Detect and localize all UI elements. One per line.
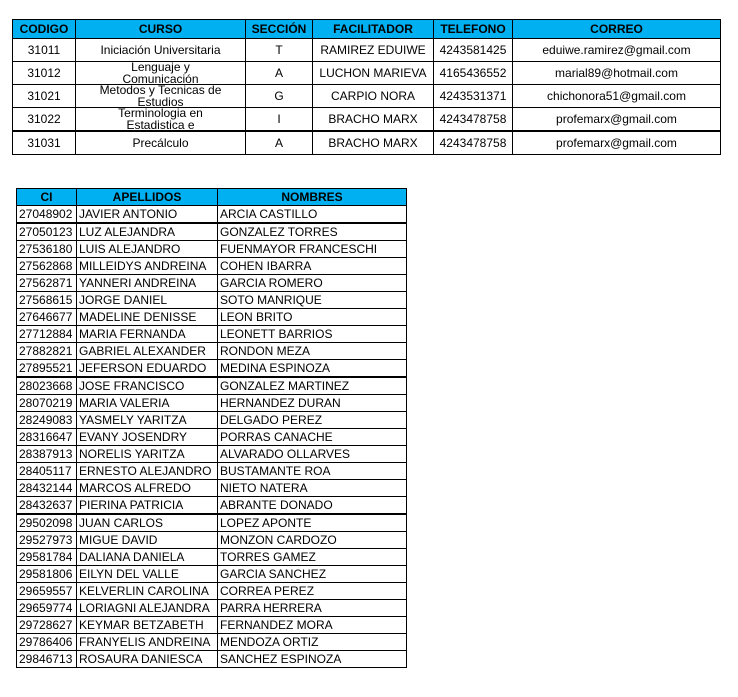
student-apellidos: ROSAURA DANIESCA	[77, 651, 218, 668]
student-row	[17, 651, 407, 668]
student-apellidos: KELVERLIN CAROLINA	[77, 583, 218, 600]
student-ci: 27562871	[17, 275, 77, 292]
course-facilitador: RAMIREZ EDUIWE	[313, 39, 434, 62]
student-row	[17, 309, 407, 326]
student-ci: 28023668	[17, 377, 77, 395]
student-ci: 28316647	[17, 429, 77, 446]
student-apellidos: PIERINA PATRICIA	[77, 497, 218, 515]
student-ci: 29846713	[17, 651, 77, 668]
student-nombres: FUENMAYOR FRANCESCHI	[218, 241, 407, 258]
student-nombres: COHEN IBARRA	[218, 258, 407, 275]
student-ci: 27882821	[17, 343, 77, 360]
course-telefono: 4243478758	[434, 131, 513, 155]
student-nombres: FERNANDEZ MORA	[218, 617, 407, 634]
student-row	[17, 275, 407, 292]
student-row	[17, 446, 407, 463]
student-apellidos: LORIAGNI ALEJANDRA	[77, 600, 218, 617]
course-row	[13, 39, 721, 62]
student-row	[17, 480, 407, 497]
course-curso: Metodos y Tecnicas de Estudios	[76, 85, 246, 108]
student-apellidos: JEFERSON EDUARDO	[77, 360, 218, 378]
course-telefono: 4243478758	[434, 108, 513, 132]
student-nombres: MENDOZA ORTIZ	[218, 634, 407, 651]
student-ci: 27048902	[17, 206, 77, 224]
header-ci: CI	[17, 189, 77, 206]
course-correo: chichonora51@gmail.com	[513, 85, 721, 108]
student-nombres: LEON BRITO	[218, 309, 407, 326]
student-ci: 29527973	[17, 532, 77, 549]
student-row	[17, 532, 407, 549]
student-apellidos: MILLEIDYS ANDREINA	[77, 258, 218, 275]
header-seccion: SECCIÓN	[246, 20, 313, 39]
student-nombres: GARCIA SANCHEZ	[218, 566, 407, 583]
course-correo: profemarx@gmail.com	[513, 131, 721, 155]
course-seccion: A	[246, 62, 313, 85]
course-codigo: 31011	[13, 39, 76, 62]
student-ci: 28432144	[17, 480, 77, 497]
student-ci: 29659774	[17, 600, 77, 617]
courses-table	[12, 19, 721, 155]
student-row	[17, 514, 407, 532]
student-apellidos: EVANY JOSENDRY	[77, 429, 218, 446]
course-codigo: 31031	[13, 131, 76, 155]
student-row	[17, 223, 407, 241]
student-ci: 27712884	[17, 326, 77, 343]
student-apellidos: YANNERI ANDREINA	[77, 275, 218, 292]
student-apellidos: YASMELY YARITZA	[77, 412, 218, 429]
student-ci: 27646677	[17, 309, 77, 326]
course-seccion: A	[246, 131, 313, 155]
header-codigo: CODIGO	[13, 20, 76, 39]
student-apellidos: KEYMAR BETZABETH	[77, 617, 218, 634]
student-ci: 29581784	[17, 549, 77, 566]
student-row	[17, 360, 407, 378]
student-row	[17, 292, 407, 309]
course-row	[13, 108, 721, 132]
course-telefono: 4165436552	[434, 62, 513, 85]
student-ci: 27050123	[17, 223, 77, 241]
student-nombres: LOPEZ APONTE	[218, 514, 407, 532]
student-nombres: ABRANTE DONADO	[218, 497, 407, 515]
student-ci: 29728627	[17, 617, 77, 634]
student-row	[17, 241, 407, 258]
student-row	[17, 617, 407, 634]
student-ci: 28387913	[17, 446, 77, 463]
student-apellidos: JORGE DANIEL	[77, 292, 218, 309]
student-row	[17, 326, 407, 343]
student-nombres: CORREA PEREZ	[218, 583, 407, 600]
student-row	[17, 549, 407, 566]
student-ci: 27536180	[17, 241, 77, 258]
course-curso: Terminologia en Estadistica e	[76, 108, 246, 132]
students-body	[17, 206, 407, 668]
student-row	[17, 463, 407, 480]
student-apellidos: LUIS ALEJANDRO	[77, 241, 218, 258]
header-facilitador: FACILITADOR	[313, 20, 434, 39]
student-nombres: HERNANDEZ DURAN	[218, 395, 407, 412]
student-nombres: NIETO NATERA	[218, 480, 407, 497]
student-apellidos: MADELINE DENISSE	[77, 309, 218, 326]
student-ci: 28070219	[17, 395, 77, 412]
student-nombres: GONZALEZ MARTINEZ	[218, 377, 407, 395]
student-apellidos: DALIANA DANIELA	[77, 549, 218, 566]
course-telefono: 4243581425	[434, 39, 513, 62]
student-nombres: DELGADO PEREZ	[218, 412, 407, 429]
student-row	[17, 600, 407, 617]
student-apellidos: EILYN DEL VALLE	[77, 566, 218, 583]
student-apellidos: GABRIEL ALEXANDER	[77, 343, 218, 360]
student-nombres: GONZALEZ TORRES	[218, 223, 407, 241]
student-nombres: SANCHEZ ESPINOZA	[218, 651, 407, 668]
course-row	[13, 85, 721, 108]
student-row	[17, 343, 407, 360]
course-curso: Iniciación Universitaria	[76, 39, 246, 62]
course-curso: Precálculo	[76, 131, 246, 155]
student-nombres: MEDINA ESPINOZA	[218, 360, 407, 378]
student-row	[17, 497, 407, 515]
course-seccion: G	[246, 85, 313, 108]
course-curso: Lenguaje y Comunicación	[76, 62, 246, 85]
student-ci: 29659557	[17, 583, 77, 600]
student-apellidos: JOSE FRANCISCO	[77, 377, 218, 395]
student-nombres: ARCIA CASTILLO	[218, 206, 407, 224]
header-correo: CORREO	[513, 20, 721, 39]
student-apellidos: MIGUE DAVID	[77, 532, 218, 549]
header-telefono: TELEFONO	[434, 20, 513, 39]
course-row	[13, 62, 721, 85]
student-ci: 28249083	[17, 412, 77, 429]
student-nombres: BUSTAMANTE ROA	[218, 463, 407, 480]
student-nombres: MONZON CARDOZO	[218, 532, 407, 549]
student-nombres: TORRES GAMEZ	[218, 549, 407, 566]
student-row	[17, 634, 407, 651]
course-correo: profemarx@gmail.com	[513, 108, 721, 132]
course-correo: eduiwe.ramirez@gmail.com	[513, 39, 721, 62]
student-row	[17, 412, 407, 429]
student-row	[17, 395, 407, 412]
student-nombres: RONDON MEZA	[218, 343, 407, 360]
student-apellidos: JUAN CARLOS	[77, 514, 218, 532]
course-codigo: 31022	[13, 108, 76, 132]
student-ci: 28432637	[17, 497, 77, 515]
student-apellidos: MARCOS ALFREDO	[77, 480, 218, 497]
course-telefono: 4243531371	[434, 85, 513, 108]
course-seccion: I	[246, 108, 313, 132]
student-apellidos: FRANYELIS ANDREINA	[77, 634, 218, 651]
student-row	[17, 377, 407, 395]
student-ci: 29581806	[17, 566, 77, 583]
students-header-row	[17, 189, 407, 206]
student-apellidos: LUZ ALEJANDRA	[77, 223, 218, 241]
course-row	[13, 131, 721, 155]
student-row	[17, 429, 407, 446]
course-facilitador: CARPIO NORA	[313, 85, 434, 108]
course-facilitador: BRACHO MARX	[313, 108, 434, 132]
header-curso: CURSO	[76, 20, 246, 39]
student-apellidos: NORELIS YARITZA	[77, 446, 218, 463]
student-ci: 27895521	[17, 360, 77, 378]
student-nombres: PORRAS CANACHE	[218, 429, 407, 446]
student-row	[17, 206, 407, 224]
header-apellidos: APELLIDOS	[77, 189, 218, 206]
student-nombres: SOTO MANRIQUE	[218, 292, 407, 309]
student-row	[17, 258, 407, 275]
course-codigo: 31012	[13, 62, 76, 85]
course-seccion: T	[246, 39, 313, 62]
student-apellidos: JAVIER ANTONIO	[77, 206, 218, 224]
student-apellidos: MARIA VALERIA	[77, 395, 218, 412]
student-ci: 29502098	[17, 514, 77, 532]
student-row	[17, 583, 407, 600]
course-codigo: 31021	[13, 85, 76, 108]
students-table	[16, 188, 407, 668]
student-ci: 27568615	[17, 292, 77, 309]
student-ci: 27562868	[17, 258, 77, 275]
student-apellidos: ERNESTO ALEJANDRO	[77, 463, 218, 480]
student-ci: 28405117	[17, 463, 77, 480]
student-ci: 29786406	[17, 634, 77, 651]
course-facilitador: BRACHO MARX	[313, 131, 434, 155]
course-correo: marial89@hotmail.com	[513, 62, 721, 85]
student-nombres: GARCIA ROMERO	[218, 275, 407, 292]
student-apellidos: MARIA FERNANDA	[77, 326, 218, 343]
student-row	[17, 566, 407, 583]
student-nombres: ALVARADO OLLARVES	[218, 446, 407, 463]
header-nombres: NOMBRES	[218, 189, 407, 206]
courses-header-row	[13, 20, 721, 39]
course-facilitador: LUCHON MARIEVA	[313, 62, 434, 85]
student-nombres: LEONETT BARRIOS	[218, 326, 407, 343]
student-nombres: PARRA HERRERA	[218, 600, 407, 617]
